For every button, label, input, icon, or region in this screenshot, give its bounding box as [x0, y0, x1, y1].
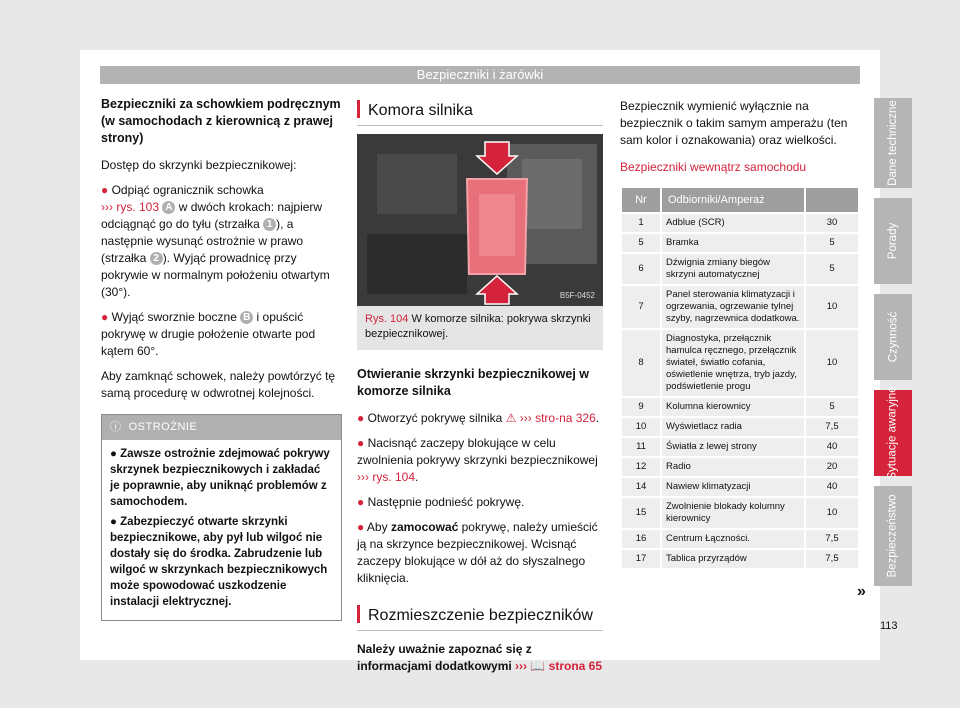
table-row [621, 397, 859, 417]
fuse-number: 12 [621, 457, 661, 477]
continue-icon: » [857, 583, 866, 600]
marker-2: 2 [150, 252, 163, 265]
info-link[interactable]: ››› 📖 strona 65 [515, 659, 603, 673]
fuse-number: 15 [621, 497, 661, 529]
fuse-consumer: Radio [661, 457, 805, 477]
figure-caption: Rys. 104 W komorze silnika: pokrywa skrzynki bezpiecznikowej. [357, 306, 603, 350]
tab-dane-techniczne[interactable]: Dane techniczne [874, 98, 912, 188]
fuse-consumer: Diagnostyka, przełącznik hamulca ręcznego, przełącznik świateł, światło cofania, oświetlenie wnętrza, tryb jazdy, podświetlenie progu [661, 329, 805, 397]
intro-text: Dostęp do skrzynki bezpiecznikowej: [101, 158, 297, 172]
bullet-icon: ● [101, 310, 109, 324]
fuse-amperage: 10 [805, 497, 859, 529]
column-header: Odbiorniki/Amperaż [661, 187, 805, 213]
fuse-consumer: Bramka [661, 233, 805, 253]
page-number: 113 [880, 620, 898, 632]
column-right [620, 98, 860, 570]
book-icon: 📖 [530, 659, 546, 673]
fuse-number: 9 [621, 397, 661, 417]
fuse-consumer: Adblue (SCR) [661, 213, 805, 233]
step: ● Otworzyć pokrywę silnika ⚠ ››› stro-na 326. [357, 411, 600, 425]
section-title: Rozmieszczenie bezpieczników [357, 605, 603, 631]
tab-porady[interactable]: Porady [874, 198, 912, 284]
fuse-amperage: 5 [805, 253, 859, 285]
step: ● Nacisnąć zaczepy blokujące w celu zwolnienia pokrywy skrzynki bezpiecznikowej ››› rys. 104. [357, 436, 598, 484]
fuse-consumer: Dźwignia zmiany biegów skrzyni automatycznej [661, 253, 805, 285]
fuse-amperage: 5 [805, 397, 859, 417]
bullet-icon: ● [101, 183, 109, 197]
tab-sytuacje-awaryjne[interactable]: Sytuacje awaryjne [874, 390, 912, 476]
fuse-amperage: 40 [805, 477, 859, 497]
caution-item: ● Zabezpieczyć otwarte skrzynki bezpiecznikowe, aby pył lub wilgoć nie dostały się do środka. Zabrudzenie lub wilgoć w skrzynkach bezpiecznikowych może spowodować uszkodzenie instalacji elektrycznej. [110, 516, 328, 608]
fuse-number: 1 [621, 213, 661, 233]
fuse-number: 5 [621, 233, 661, 253]
closing-text: Aby zamknąć schowek, należy powtórzyć tę samą procedurę w odwrotnej kolejności. [101, 369, 336, 400]
table-row [621, 417, 859, 437]
fuse-amperage: 7,5 [805, 529, 859, 549]
fuse-amperage: 20 [805, 457, 859, 477]
fuse-amperage: 10 [805, 285, 859, 329]
subsection-heading: Otwieranie skrzynki bezpiecznikowej w komorze silnika [357, 367, 590, 398]
section-title: Komora silnika [357, 100, 603, 126]
column-header [805, 187, 859, 213]
table-row [621, 549, 859, 569]
fuse-amperage: 5 [805, 233, 859, 253]
step: ● Następnie podnieść pokrywę. [357, 495, 525, 509]
fuse-number: 10 [621, 417, 661, 437]
fuse-number: 16 [621, 529, 661, 549]
fuse-consumer: Tablica przyrządów [661, 549, 805, 569]
table-row [621, 213, 859, 233]
figure-link[interactable]: ››› rys. 103 [101, 200, 160, 214]
caution-box [101, 414, 342, 621]
warning-triangle-icon: ⚠ [505, 411, 517, 425]
step-2: ● Wyjąć sworznie boczne B i opuścić pokrywę w drugie położenie otwarte pod kątem 60°. [101, 310, 316, 358]
section-heading: Bezpieczniki za schowkiem podręcznym (w samochodach z kierownicą z prawej strony) [101, 97, 341, 145]
intro-text: Bezpiecznik wymienić wyłącznie na bezpiecznik o takim samym amperażu (ten sam kolor i oznakowania) oraz wielkości. [620, 99, 848, 147]
fuse-amperage: 10 [805, 329, 859, 397]
column-left [101, 96, 342, 621]
fuse-consumer: Panel sterowania klimatyzacji i ogrzewania, ogrzewanie tylnej szyby, nagrzewnica dodatkowa. [661, 285, 805, 329]
warning-icon: ⓘ [110, 421, 122, 433]
table-row [621, 477, 859, 497]
figure-link[interactable]: ››› rys. 104 [357, 470, 416, 484]
table-row [621, 529, 859, 549]
engine-bay-figure [357, 134, 603, 306]
fuse-amperage: 30 [805, 213, 859, 233]
fuse-consumer: Centrum Łączności. [661, 529, 805, 549]
tab-czynnosc[interactable]: Czynność [874, 294, 912, 380]
fuse-consumer: Wyświetlacz radia [661, 417, 805, 437]
svg-text:B5F-0452: B5F-0452 [559, 291, 595, 300]
fuse-number: 7 [621, 285, 661, 329]
table-row [621, 253, 859, 285]
table-row [621, 233, 859, 253]
fuse-table [620, 186, 860, 570]
page-header: Bezpieczniki i żarówki [100, 66, 860, 84]
step-1: ● Odpiąć ogranicznik schowka ››› rys. 103 A w dwóch krokach: najpierw odciągnąć go do tyłu (strzałka 1 ), a następnie wysunąć ostrożnie w prawo (strzałka 2 ). Wyjąć prowadnicę przy pokrywie w normalnym położeniu otwartym (30°). [101, 183, 330, 299]
page-link[interactable]: ››› stro-na 326 [519, 411, 596, 425]
fuse-amperage: 7,5 [805, 417, 859, 437]
table-row [621, 437, 859, 457]
column-middle [357, 100, 603, 683]
fuse-amperage: 7,5 [805, 549, 859, 569]
fuse-consumer: Kolumna kierownicy [661, 397, 805, 417]
fuse-number: 11 [621, 437, 661, 457]
fuse-number: 6 [621, 253, 661, 285]
step: ● Aby zamocować pokrywę, należy umieścić ją na skrzynce bezpiecznikowej. Wcisnąć zaczepy blokujące w dół aż do słyszalnego kliknięcia. [357, 520, 598, 585]
table-row [621, 329, 859, 397]
marker-b: B [240, 311, 253, 324]
fuse-amperage: 40 [805, 437, 859, 457]
fuse-number: 17 [621, 549, 661, 569]
fuse-consumer: Zwolnienie blokady kolumny kierownicy [661, 497, 805, 529]
fuse-consumer: Nawiew klimatyzacji [661, 477, 805, 497]
fuse-consumer: Światła z lewej strony [661, 437, 805, 457]
bullet-icon: ● [110, 516, 117, 528]
table-row [621, 457, 859, 477]
table-subheading: Bezpieczniki wewnątrz samochodu [620, 160, 807, 174]
fuse-number: 8 [621, 329, 661, 397]
fuse-number: 14 [621, 477, 661, 497]
caution-title: ⓘ OSTROŻNIE [102, 415, 341, 440]
table-row [621, 497, 859, 529]
tab-bezpieczenstwo[interactable]: Bezpieczeństwo [874, 486, 912, 586]
table-row [621, 285, 859, 329]
bullet-icon: ● [110, 448, 117, 460]
caution-item: ● Zawsze ostrożnie zdejmować pokrywy skrzynek bezpiecznikowych i zakładać je poprawnie, aby uniknąć problemów z samochodem. [110, 448, 330, 508]
marker-1: 1 [263, 218, 276, 231]
note-text: Należy uważnie zapoznać się z informacjami dodatkowymi ››› 📖 strona 65 [357, 642, 603, 673]
column-header: Nr [621, 187, 661, 213]
marker-a: A [162, 201, 175, 214]
